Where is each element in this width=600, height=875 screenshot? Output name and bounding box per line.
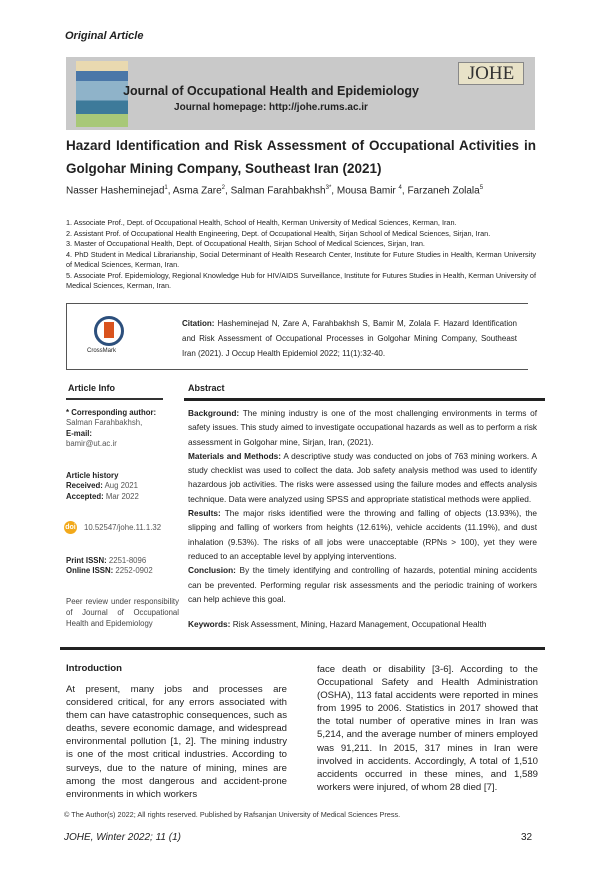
abstract-section (188, 563, 537, 606)
print-issn-label: Print ISSN: (66, 556, 107, 565)
page-number: 32 (521, 832, 533, 843)
citation-box (66, 303, 528, 370)
abstract-body (188, 406, 537, 631)
affiliation: 5. Associate Prof. Epidemiology, Regional Knowledge Hub for HIV/AIDS Surveillance, Institute for Futures Studies in Health, Kerman University of Medical Sciences, Kerman, Iran. (66, 270, 536, 290)
section-label: Conclusion: (188, 565, 236, 576)
section-label: Background: (188, 408, 240, 418)
corresponding-author (66, 408, 161, 449)
affiliation: 1. Associate Prof., Dept. of Occupational Health, School of Health, Kerman University of Medical Sciences, Kerman, Iran. (66, 218, 457, 227)
journal-logo: JOHE (458, 62, 524, 85)
author: Nasser Hasheminejad (66, 185, 165, 197)
journal-banner (66, 57, 535, 130)
article-title-line: Golgohar Mining Company, Southeast Iran (2021) (66, 161, 382, 176)
keywords (188, 617, 537, 631)
copyright: © The Author(s) 2022; All rights reserved. Published by Rafsanjan University of Medical Sciences Press. (64, 810, 401, 819)
online-issn-label: Online ISSN: (66, 566, 114, 576)
author-affil: 5 (479, 185, 484, 191)
peer-review-note: Peer review under responsibility of Journal of Occupational Health and Epidemiology (66, 597, 179, 628)
abstract-section (188, 449, 537, 506)
author-affil: 4 (398, 185, 402, 191)
divider (184, 398, 545, 401)
keywords-text: Risk Assessment, Mining, Hazard Management, Occupational Health (230, 619, 487, 630)
footer-journal-issue: JOHE, Winter 2022; 11 (1) (64, 832, 181, 843)
accepted-date: Mar 2022 (103, 491, 139, 501)
article-type: Original Article (65, 30, 144, 42)
corr-name: Salman Farahbakhsh, (66, 418, 143, 428)
article-history (66, 471, 161, 502)
divider (66, 398, 163, 400)
divider (60, 647, 545, 650)
email-label: E-mail: (66, 428, 92, 438)
keywords-label: Keywords: (188, 619, 231, 630)
author: Mousa Bamir (336, 185, 399, 197)
issn (66, 556, 161, 577)
affiliation: 2. Assistant Prof. of Occupational Health Engineering, Dept. of Occupational Health, Sirjan School of Medical Sciences, Sirjan, Iran. (66, 228, 491, 238)
corr-label: * Corresponding author: (66, 408, 157, 417)
citation-label: Citation: (182, 319, 215, 328)
journal-homepage[interactable]: Journal homepage: http://johe.rums.ac.ir (174, 102, 368, 113)
journal-name: Journal of Occupational Health and Epidemiology (123, 84, 419, 98)
section-text: By the timely identifying and controlling of hazards, potential mining accidents can be prevented. Performing regular risk assessments and the periodic training of workers can help achieve this goal. (188, 565, 537, 604)
section-text: A descriptive study was conducted on jobs of 763 mining workers. A study checklist was used to collect the data. Job safety analysis method was used to identify hazardous job activities. The risks were assessed using the failure modes and effects analysis technique. Data were analyzed using SPSS and appropriate statistical methods were applied. (188, 450, 537, 504)
doi-link[interactable]: 10.52547/johe.11.1.32 (84, 523, 162, 532)
section-text: The mining industry is one of the most challenging environments in terms of safety issues. This study aimed to investigate occupational hazards as well as to perform a risk assessment in Golgohar mine, Sirjan, Iran, (2021). (188, 408, 537, 447)
print-issn: 2251-8096 (106, 556, 147, 565)
received-label: Received: (66, 481, 103, 491)
intro-column-2: face death or disability [3-6]. According to the Occupational Safety and Health Administration (OSHA), 113 fatal accidents were reported in mines from 1995 to 2006. Statistics in 2017 showed that the total number of operative mines in Iran was 5,214, and the average number of miners employed was 91,211. In 2015, 317 mines in Iran were involved in accidents. Accordingly, A total of 1,510 accidents occurred in these mines, and 1,589 workers were injured, of whom 28 died [7]. (317, 664, 538, 793)
citation-text (182, 316, 517, 361)
history-label: Article history (66, 471, 119, 480)
online-issn: 2252-0902 (113, 566, 153, 576)
section-label: Materials and Methods: (188, 450, 282, 461)
intro-column-1: At present, many jobs and processes are considered critical, for any errors associated with them can have catastrophic consequences, such as deaths, severe economic damage, and widespread environmental pollution [1, 2]. The mining industry is one of the most critical industries. According to surveys, due to the nature of mining, mines are among the most dangerous and accident-prone environments in which workers (66, 684, 287, 800)
crossmark-icon[interactable] (94, 316, 124, 346)
crossmark-label: CrossMark (87, 348, 117, 354)
author: Farzaneh Zolala (407, 185, 480, 197)
affiliation: 4. PhD Student in Medical Librarianship, Social Determinant of Health Research Center, Institute for Future Studies in Health, Kerman University of Medical Sciences, Kerman, Iran. (66, 249, 536, 269)
introduction-heading: Introduction (66, 663, 122, 674)
article-title-line: Hazard Identification and Risk Assessment of Occupational Activities in (66, 138, 536, 153)
section-label: Results: (188, 508, 221, 519)
author-affil: 1 (164, 185, 168, 191)
abstract-section (188, 406, 537, 449)
doi-row (64, 521, 161, 534)
email-link[interactable]: bamir@ut.ac.ir (66, 438, 117, 448)
abstract-heading: Abstract (188, 383, 225, 393)
accepted-label: Accepted: (66, 491, 104, 501)
affiliation: 3. Master of Occupational Health, Dept. of Occupational Health, Sirjan School of Medical Sciences, Sirjan, Iran. (66, 239, 425, 248)
received-date: Aug 2021 (102, 481, 138, 491)
author: Salman Farahbakhsh (230, 185, 326, 197)
author-affil: 2 (221, 185, 225, 191)
affiliations (66, 218, 536, 292)
doi-icon: doi (64, 521, 77, 534)
article-info-heading: Article Info (68, 383, 116, 393)
author: Asma Zare (172, 185, 222, 197)
citation-body: Hasheminejad N, Zare A, Farahbakhsh S, Bamir M, Zolala F. Hazard Identification and Risk Assessment of Occupational Processes in Golgohar Mining Company, Southeast Iran (2021). J Occup Health Epidemiol 2022; 11(1):32-40. (182, 319, 517, 358)
section-text: The major risks identified were the throwing and falling of objects (13.93%), the slipping and falling of workers from heights (12.61%), vehicle accidents (11.19%), and dust inhalation (9.53%). The risks of all jobs were unacceptable (RPNs > 100), yet they were reduced to an acceptable level by applying interventions. (188, 508, 537, 561)
author-list: Nasser Hasheminejad$^1$, Asma Zare$^2$, Salman Farahbakhsh$^{3*}$, Mousa Bamir $^4$, Farzaneh Zolala$^5$ (66, 185, 484, 197)
abstract-section (188, 506, 537, 563)
author-affil: 3* (325, 185, 332, 191)
